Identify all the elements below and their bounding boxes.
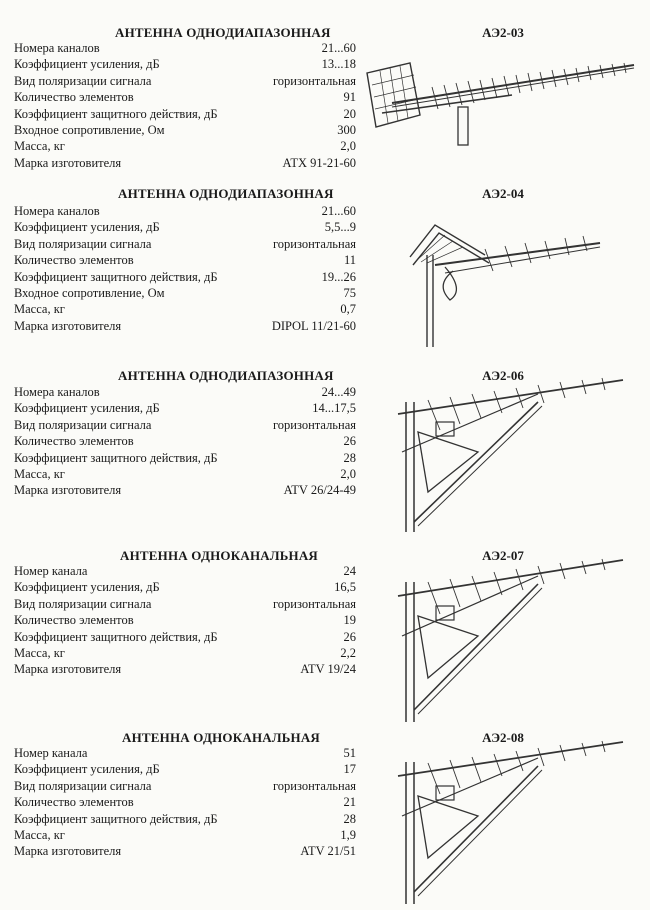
spec-value: 300: [337, 122, 356, 137]
spec-row: [14, 73, 356, 89]
spec-value: 20: [343, 106, 356, 121]
spec-table: [14, 745, 356, 860]
spec-value: 16,5: [334, 580, 356, 595]
spec-value: 2,0: [340, 139, 356, 154]
spec-value: горизонтальная: [272, 417, 356, 432]
antenna-illustration: [388, 736, 628, 906]
spec-label: Марка изготовителя: [14, 662, 122, 677]
spec-label: Марка изготовителя: [14, 844, 122, 859]
spec-row: [14, 89, 356, 105]
section-title: АНТЕННА ОДНОДИАПАЗОННАЯ: [118, 368, 334, 383]
spec-table: [14, 384, 356, 499]
spec-value: ATV 21/51: [300, 844, 356, 859]
spec-row: [14, 384, 356, 400]
spec-value: ATV 26/24-49: [283, 483, 356, 498]
spec-row: [14, 40, 356, 56]
spec-row: [14, 106, 356, 122]
spec-value: 91: [343, 90, 356, 105]
spec-row: [14, 56, 356, 72]
spec-label: Количество элементов: [14, 613, 134, 628]
spec-value: 19: [343, 613, 356, 628]
spec-value: горизонтальная: [272, 236, 356, 251]
antenna-illustration: [388, 552, 628, 724]
spec-value: DIPOL 11/21-60: [271, 318, 356, 333]
spec-value: горизонтальная: [272, 778, 356, 793]
model-code: АЭ2-06: [482, 368, 524, 383]
spec-row: [14, 827, 356, 843]
spec-label: Номер канала: [14, 746, 88, 760]
spec-value: горизонтальная: [272, 596, 356, 611]
spec-row: [14, 122, 356, 138]
spec-row: [14, 219, 356, 235]
spec-label: Масса, кг: [14, 466, 65, 481]
spec-label: Масса, кг: [14, 827, 65, 842]
spec-row: [14, 301, 356, 317]
spec-row: [14, 843, 356, 859]
spec-row: [14, 563, 356, 579]
spec-row: [14, 778, 356, 794]
spec-value: 17: [343, 762, 356, 777]
spec-value: АТХ 91-21-60: [282, 155, 356, 170]
spec-label: Номера каналов: [14, 204, 100, 218]
spec-value: 1,9: [340, 827, 356, 842]
spec-label: Масса, кг: [14, 645, 65, 660]
model-code: АЭ2-07: [482, 548, 524, 563]
spec-value: 24: [343, 564, 356, 578]
spec-label: Количество элементов: [14, 253, 134, 268]
spec-row: [14, 138, 356, 154]
spec-row: [14, 252, 356, 268]
spec-row: [14, 596, 356, 612]
spec-row: [14, 417, 356, 433]
spec-value: ATV 19/24: [300, 662, 356, 677]
spec-label: Количество элементов: [14, 795, 134, 810]
section-title: АНТЕННА ОДНОКАНАЛЬНАЯ: [122, 730, 321, 745]
spec-label: Вид поляризации сигнала: [14, 778, 152, 793]
spec-value: 5,5...9: [324, 220, 356, 235]
spec-value: 75: [343, 285, 356, 300]
spec-value: 2,2: [340, 645, 356, 660]
section-title: АНТЕННА ОДНОДИАПАЗОННАЯ: [118, 186, 334, 201]
spec-label: Количество элементов: [14, 90, 134, 105]
spec-row: [14, 579, 356, 595]
spec-label: Входное сопротивление, Ом: [14, 122, 165, 137]
spec-label: Коэффициент защитного действия, дБ: [14, 269, 218, 284]
spec-row: [14, 645, 356, 661]
spec-value: горизонтальная: [272, 73, 356, 88]
spec-value: 51: [343, 746, 356, 760]
section-title: АНТЕННА ОДНОКАНАЛЬНАЯ: [120, 548, 319, 563]
spec-label: Масса, кг: [14, 139, 65, 154]
spec-label: Коэффициент защитного действия, дБ: [14, 811, 218, 826]
spec-label: Коэффициент защитного действия, дБ: [14, 106, 218, 121]
spec-value: 13...18: [321, 57, 356, 72]
spec-value: 21...60: [321, 41, 356, 55]
spec-label: Вид поляризации сигнала: [14, 236, 152, 251]
section-title: АНТЕННА ОДНОДИАПАЗОННАЯ: [115, 25, 331, 40]
spec-row: [14, 629, 356, 645]
spec-label: Коэффициент усиления, дБ: [14, 57, 160, 72]
spec-row: [14, 203, 356, 219]
spec-label: Масса, кг: [14, 302, 65, 317]
spec-row: [14, 450, 356, 466]
spec-value: 28: [343, 811, 356, 826]
spec-label: Количество элементов: [14, 434, 134, 449]
model-code: АЭ2-03: [482, 25, 524, 40]
spec-row: [14, 482, 356, 498]
spec-value: 21: [343, 795, 356, 810]
spec-label: Номер канала: [14, 564, 88, 578]
spec-row: [14, 811, 356, 827]
spec-row: [14, 433, 356, 449]
spec-row: [14, 155, 356, 171]
spec-table: [14, 40, 356, 171]
spec-label: Марка изготовителя: [14, 318, 122, 333]
spec-value: 19...26: [321, 269, 356, 284]
spec-row: [14, 761, 356, 777]
spec-label: Вид поляризации сигнала: [14, 596, 152, 611]
spec-row: [14, 661, 356, 677]
spec-value: 21...60: [321, 204, 356, 218]
antenna-illustration: [405, 205, 605, 350]
spec-row: [14, 794, 356, 810]
spec-label: Коэффициент усиления, дБ: [14, 401, 160, 416]
spec-row: [14, 612, 356, 628]
spec-label: Коэффициент защитного действия, дБ: [14, 629, 218, 644]
spec-value: 0,7: [340, 302, 356, 317]
spec-label: Коэффициент усиления, дБ: [14, 580, 160, 595]
spec-table: [14, 563, 356, 678]
spec-label: Коэффициент защитного действия, дБ: [14, 450, 218, 465]
spec-label: Входное сопротивление, Ом: [14, 285, 165, 300]
spec-table: [14, 203, 356, 334]
spec-value: 2,0: [340, 466, 356, 481]
spec-label: Марка изготовителя: [14, 155, 122, 170]
spec-value: 14...17,5: [312, 401, 356, 416]
spec-value: 26: [343, 629, 356, 644]
spec-label: Номера каналов: [14, 385, 100, 399]
spec-row: [14, 269, 356, 285]
grid-reflector-icon: [367, 63, 420, 127]
spec-label: Коэффициент усиления, дБ: [14, 220, 160, 235]
spec-row: [14, 236, 356, 252]
spec-row: [14, 466, 356, 482]
spec-value: 24...49: [321, 385, 356, 399]
spec-row: [14, 285, 356, 301]
model-code: АЭ2-08: [482, 730, 524, 745]
spec-value: 26: [343, 434, 356, 449]
spec-row: [14, 400, 356, 416]
spec-value: 11: [343, 253, 356, 268]
spec-row: [14, 745, 356, 761]
spec-label: Вид поляризации сигнала: [14, 417, 152, 432]
model-code: АЭ2-04: [482, 186, 524, 201]
spec-label: Номера каналов: [14, 41, 100, 55]
spec-value: 28: [343, 450, 356, 465]
antenna-illustration: [362, 55, 642, 150]
spec-row: [14, 318, 356, 334]
spec-label: Марка изготовителя: [14, 483, 122, 498]
spec-label: Коэффициент усиления, дБ: [14, 762, 160, 777]
antenna-illustration: [388, 372, 628, 534]
spec-label: Вид поляризации сигнала: [14, 73, 152, 88]
